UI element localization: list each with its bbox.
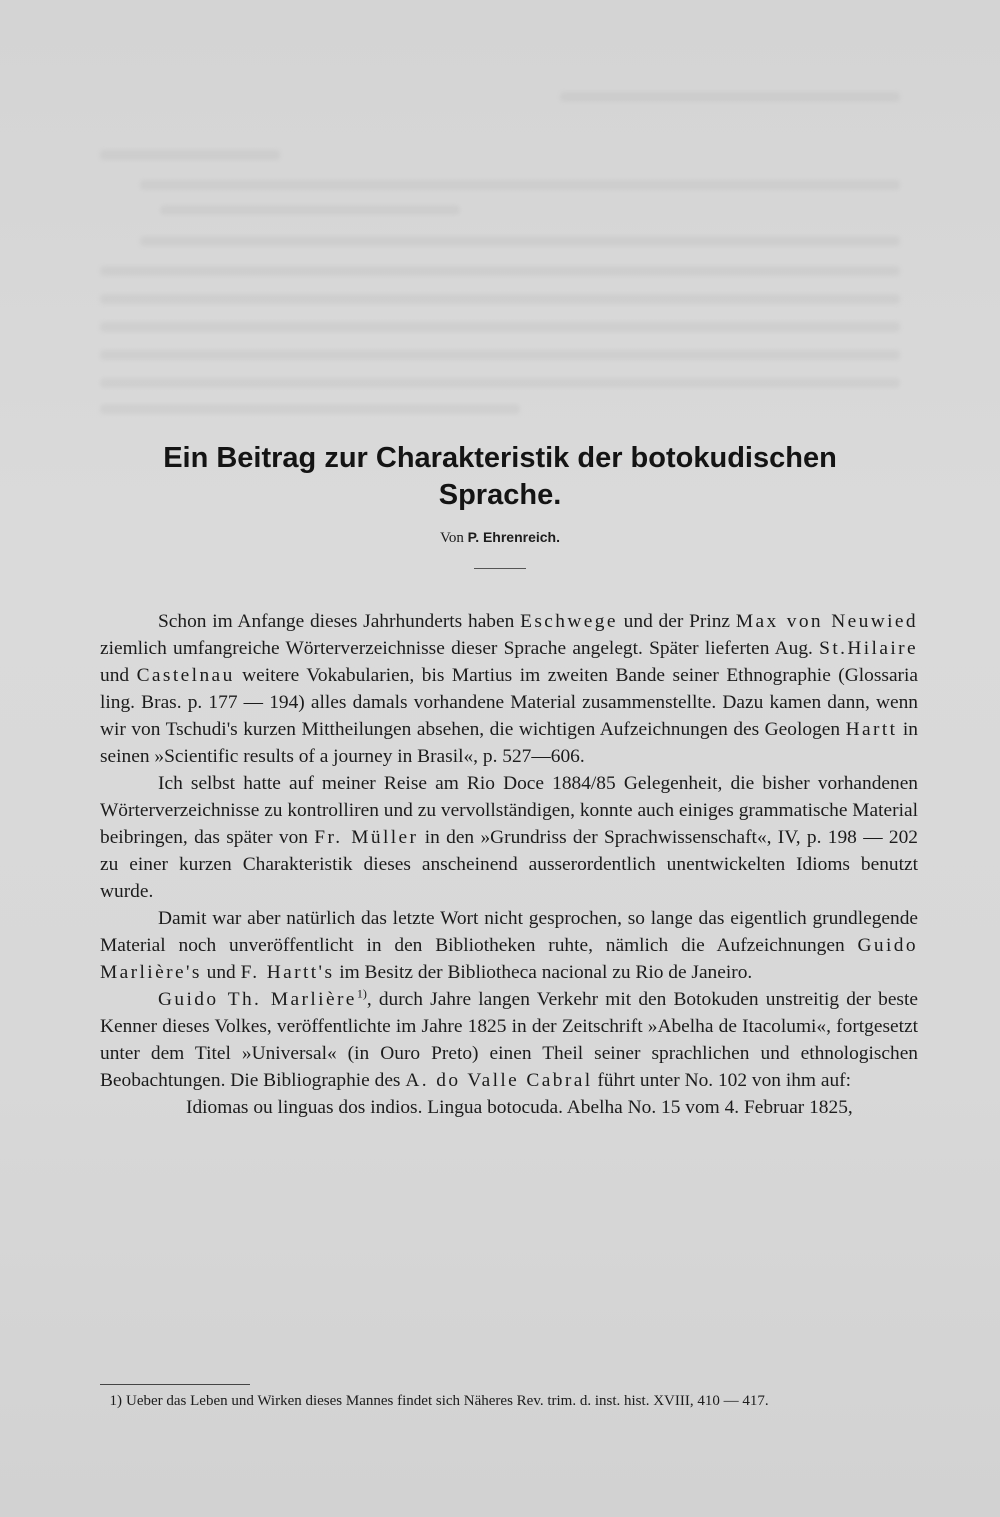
footnote-reference[interactable]: 1): [356, 986, 367, 1001]
author-name: P. Ehrenreich.: [467, 529, 560, 545]
footnote-divider: [100, 1384, 250, 1385]
person-name: Guido Th. Marlière: [158, 989, 357, 1010]
person-name: St.Hilaire: [819, 638, 918, 659]
paragraph-1: Schon im Anfange dieses Jahrhunderts haben Eschwege und der Prinz Max von Neuwied ziemlich umfangreiche Wörterverzeichnisse dieser Sprache angelegt. Später lieferten Aug. St.Hilaire und Castelnau weitere Vokabularien, bis Martius im zweiten Bande seiner Ethnographie (Glossaria ling. Bras. p. 177 — 194) alles damals vorhandene Material zusammenstellte. Dazu kamen dann, wenn wir von Tschudi's kurzen Mittheilungen absehen, die wichtigen Aufzeichnungen des Geologen Hartt in seinen »Scientific results of a journey in Brasil«, p. 527—606.: [100, 611, 918, 767]
person-name: Guido Marlière's: [100, 935, 918, 983]
footnote: [100, 1390, 918, 1413]
person-name: F. Hartt's: [240, 962, 335, 983]
bibliographic-quote: Idiomas ou linguas dos indios. Lingua botocuda. Abelha No. 15 vom 4. Februar 1825,: [186, 1097, 853, 1118]
paragraph-3: Damit war aber natürlich das letzte Wort nicht gesprochen, so lange das eigentlich grundlegende Material noch unveröffentlicht in den Bibliotheken ruhte, nämlich die Aufzeichnungen Guido Marlière's und F. Hartt's im Besitz der Bibliotheca nacional zu Rio de Janeiro.: [100, 908, 918, 983]
article-title: Ein Beitrag zur Charakteristik der botokudischen Sprache.: [163, 442, 837, 511]
person-name: Castelnau: [136, 665, 235, 686]
person-name: Max von Neuwied: [735, 611, 918, 632]
person-name: Fr. Müller: [314, 827, 419, 848]
paragraph-2: Ich selbst hatte auf meiner Reise am Rio Doce 1884/85 Gelegenheit, die bisher vorhandenen Wörterverzeichnisse zu kontrolliren und zu vervollständigen, konnte auch einiges grammatische Material beibringen, das später von Fr. Müller in den »Grundriss der Sprachwissenschaft«, IV, p. 198 — 202 zu einer kurzen Charakteristik dieses anscheinend ausserordentlich unentwickelten Idioms benutzt wurde.: [100, 773, 918, 902]
person-name: A. do Valle Cabral: [405, 1070, 593, 1091]
footnote-text: Ueber das Leben und Wirken dieses Mannes findet sich Näheres Rev. trim. d. inst. hist. XVIII, 410 — 417.: [126, 1393, 769, 1409]
person-name: Hartt: [845, 719, 898, 740]
paragraph-4: Guido Th. Marlière$^{1)}$, durch Jahre langen Verkehr mit den Botokuden unstreitig der beste Kenner dieses Volkes, veröffentlichte im Jahre 1825 in der Zeitschrift »Abelha de Itacolumi«, fortgesetzt unter dem Titel »Universal« (in Ouro Preto) einen Theil seiner sprachlichen und ethnologischen Beobachtungen. Die Bibliographie des A. do Valle Cabral führt unter No. 102 von ihm auf:: [100, 986, 918, 1091]
person-name: Eschwege: [520, 611, 618, 632]
byline-prefix: Von: [440, 530, 464, 546]
title-divider: [474, 568, 526, 569]
article-body: [100, 608, 918, 1121]
byline: [100, 527, 900, 548]
footnote-mark: 1): [109, 1393, 122, 1409]
